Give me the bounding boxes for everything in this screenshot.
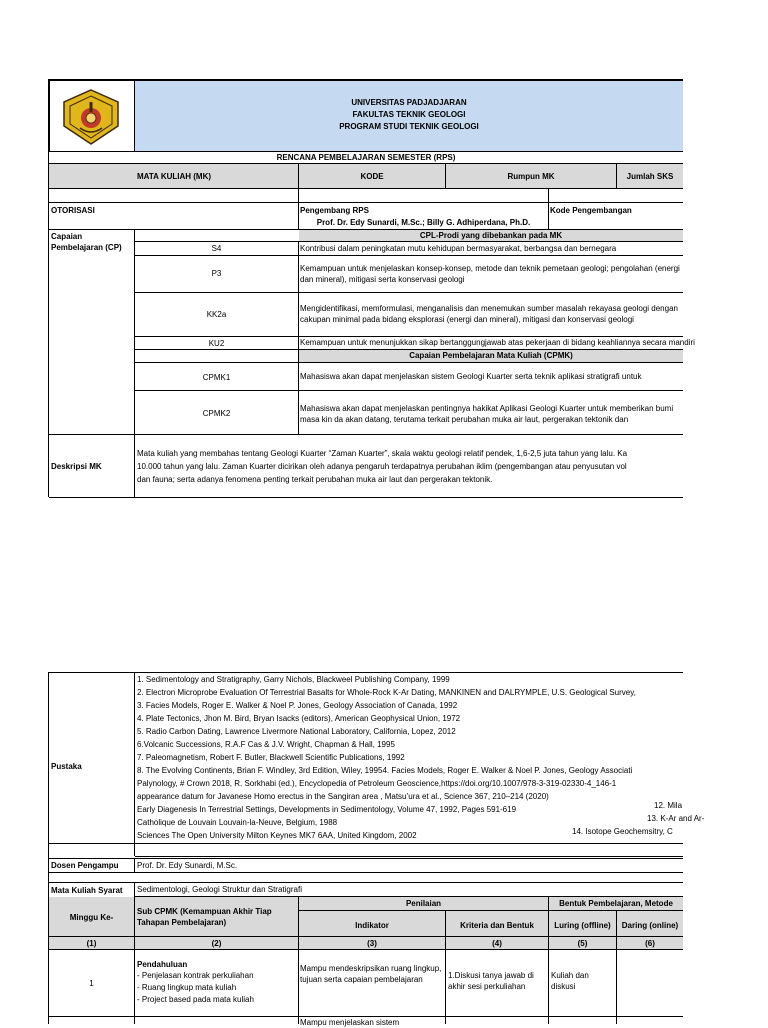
kode-pengembangan: Kode Pengembangan bbox=[550, 206, 632, 215]
cp-label-2: Pembelajaran (CP) bbox=[51, 243, 122, 252]
dosen-value: Prof. Dr. Edy Sunardi, M.Sc. bbox=[137, 861, 238, 870]
pustaka-item: 5. Radio Carbon Dating, Lawrence Livermore National Laboratory, California, Lopez, 2012 bbox=[137, 727, 456, 736]
col-minggu: Minggu Ke- bbox=[69, 913, 114, 922]
col-luring: Luring (offline) bbox=[554, 921, 611, 930]
pustaka-label: Pustaka bbox=[51, 762, 82, 771]
cpmk-text: Mahasiswa akan dapat menjelaskan pentingnya hakikat Aplikasi Geologi Kuarter untuk memberikan bumi masa kin da akan datang, terutama terkait perubahan muka air laut, pergerakan tektonik dan bbox=[300, 404, 674, 424]
sub-cpmk-item: - Penjelasan kontrak perkuliahan bbox=[137, 971, 254, 980]
cpl-text: Kemampuan untuk menunjukkan sikap bertanggungjawab atas pekerjaan di bidang keahliannya secara mandiri bbox=[300, 338, 695, 347]
col-penilaian: Penilaian bbox=[405, 899, 442, 908]
col-sks: Jumlah SKS bbox=[626, 172, 674, 181]
syarat-value: Sedimentologi, Geologi Struktur dan Stratigrafi bbox=[137, 885, 302, 894]
deskripsi-label: Deskripsi MK bbox=[51, 462, 102, 471]
dosen-label: Dosen Pengampu bbox=[51, 861, 119, 870]
pustaka-right: 12. Mila bbox=[654, 801, 683, 810]
luring-text: Kuliah dan diskusi bbox=[551, 971, 589, 991]
cpmk-text: Mahasiswa akan dapat menjelaskan sistem Geologi Kuarter serta teknik aplikasi stratigrafi untuk bbox=[300, 372, 642, 381]
cpmk-code: CPMK2 bbox=[202, 409, 231, 418]
pustaka-item: 3. Facies Models, Roger E. Walker & Noel P. Jones, Geology Association of Canada, 1992 bbox=[137, 701, 458, 710]
col-number: (2) bbox=[211, 939, 222, 948]
col-number: (1) bbox=[86, 939, 97, 948]
pustaka-item: Early Diagenesis In Terrestrial Settings, Developments in Sedimentology, Volume 47, 1992, Pages 591-619 bbox=[137, 805, 517, 814]
pustaka-item: Palynology, # Crown 2018, R. Sorkhabi (ed.), Encyclopedia of Petroleum Geoscience,https://doi.org/10.1007/978-3-319-02330-4_146-1 bbox=[137, 779, 617, 788]
pustaka-item: 8. The Evolving Continents, Brian F. Windley, 3rd Edition, Wiley, 19954. Facies Models, Roger E. Walker & Noel P. Jones, Geology Associati bbox=[137, 766, 633, 775]
indikator-text: Mampu mendeskripsikan ruang lingkup, tujuan serta capaian pembelajaran bbox=[300, 964, 442, 984]
cpl-text: Kemampuan untuk menjelaskan konsep-konsep, metode dan teknik pemetaan geologi; pengolahan (energi dan mineral), mitigasi serta konservasi geologi bbox=[300, 264, 680, 284]
sub-cpmk-item: - Ruang lingkup mata kuliah bbox=[137, 983, 237, 992]
col-number: (3) bbox=[367, 939, 377, 948]
syarat-label: Mata Kuliah Syarat bbox=[51, 886, 123, 895]
pustaka-item: 2. Electron Microprobe Evaluation Of Terrestrial Basalts for Whole-Rock K-Ar Dating, MANKINEN and DALRYMPLE, U.S. Geological Survey, bbox=[137, 688, 636, 697]
pustaka-item: appearance datum for Javanese Homo erectus in the Sangiran area , Matsu’ura et al., Science 367, 210–214 (2020) bbox=[137, 792, 549, 801]
pustaka-right: 14. Isotope Geochemsitry, C bbox=[572, 827, 673, 836]
col-number: (6) bbox=[645, 939, 655, 948]
pengembang-names: Prof. Dr. Edy Sunardi, M.Sc.; Billy G. Adhiperdana, Ph.D. bbox=[316, 218, 531, 227]
kriteria-text: 1.Diskusi tanya jawab di akhir sesi perkuliahan bbox=[448, 971, 534, 991]
col-subcpmk: Sub CPMK (Kemampuan Akhir Tiap bbox=[137, 907, 272, 916]
cpl-text: Mengidentifikasi, memformulasi, menganalisis dan menemukan sumber masalah rekayasa geologi dengan cakupan minimal pada bidang eksplorasi (energi dan mineral), mitigasi dan konservasi geologi bbox=[300, 304, 678, 324]
pustaka-item: 1. Sedimentology and Stratigraphy, Garry Nichols, Blackweel Publishing Company, 1999 bbox=[137, 675, 450, 684]
indikator-text: Mampu menjelaskan sistem bbox=[300, 1018, 400, 1027]
cpl-code: KK2a bbox=[206, 310, 227, 319]
col-number: (5) bbox=[577, 939, 588, 948]
deskripsi-line: dan fauna; serta adanya fenomena penting terkait perubahan muka air laut dan pergerakan tektonik. bbox=[137, 475, 493, 484]
pustaka-item: 7. Paleomagnetism, Robert F. Butler, Blackwell Scientific Publications, 1992 bbox=[137, 753, 405, 762]
pustaka-item: Catholique de Louvain Louvain-la-Neuve, Belgium, 1988 bbox=[137, 818, 338, 827]
sub-cpmk-title: Pendahuluan bbox=[137, 960, 188, 969]
pustaka-item: Sciences The Open University Milton Keynes MK7 6AA, United Kingdom, 2002 bbox=[137, 831, 417, 840]
pustaka-item: 6.Volcanic Successions, R.A.F Cas & J.V. Wright, Chapman & Hall, 1995 bbox=[137, 740, 395, 749]
cp-label-1: Capaian bbox=[51, 232, 83, 241]
col-daring: Daring (online) bbox=[621, 921, 679, 930]
col-indikator: Indikator bbox=[355, 921, 389, 930]
university-logo bbox=[60, 88, 122, 146]
cpl-text: Kontribusi dalam peningkatan mutu kehidupan bermasyarakat, berbangsa dan bernegara bbox=[300, 244, 617, 253]
rps-title: RENCANA PEMBELAJARAN SEMESTER (RPS) bbox=[276, 153, 456, 162]
sub-cpmk-item: - Project based pada mata kuliah bbox=[137, 995, 254, 1004]
pustaka-right: 13. K-Ar and Ar- bbox=[647, 814, 705, 823]
col-bentuk: Bentuk Pembelajaran, Metode bbox=[559, 899, 673, 908]
cpl-code: KU2 bbox=[208, 339, 225, 348]
otorisasi-label: OTORISASI bbox=[51, 206, 95, 215]
col-kode: KODE bbox=[360, 172, 384, 181]
pengembang-label: Pengembang RPS bbox=[300, 206, 369, 215]
col-number: (4) bbox=[492, 939, 502, 948]
col-kriteria: Kriteria dan Bentuk bbox=[460, 921, 534, 930]
header-program: PROGRAM STUDI TEKNIK GEOLOGI bbox=[339, 122, 479, 131]
col-mata-kuliah: MATA KULIAH (MK) bbox=[136, 172, 212, 181]
cpmk-code: CPMK1 bbox=[202, 373, 231, 382]
header-university: UNIVERSITAS PADJADJARAN bbox=[351, 98, 467, 107]
deskripsi-line: Mata kuliah yang membahas tentang Geologi Kuarter “Zaman Kuarter”, skala waktu geologi relatif pendek, 1,6-2,5 juta tahun yang lalu. Ka bbox=[137, 449, 628, 458]
week-number: 1 bbox=[89, 979, 94, 988]
header-faculty: FAKULTAS TEKNIK GEOLOGI bbox=[352, 110, 466, 119]
cpl-code: S4 bbox=[211, 244, 222, 253]
pustaka-item: 4. Plate Tectonics, Jhon M. Bird, Bryan Isacks (editors), American Geophysical Union, 1972 bbox=[137, 714, 461, 723]
cpl-code: P3 bbox=[211, 269, 222, 278]
deskripsi-line: 10.000 tahun yang lalu. Zaman Kuarter dicirikan oleh adanya pengaruh terdapatnya perubahan iklim (pengembangan atau penyusutan vol bbox=[137, 462, 627, 471]
col-rumpun: Rumpun MK bbox=[507, 172, 555, 181]
